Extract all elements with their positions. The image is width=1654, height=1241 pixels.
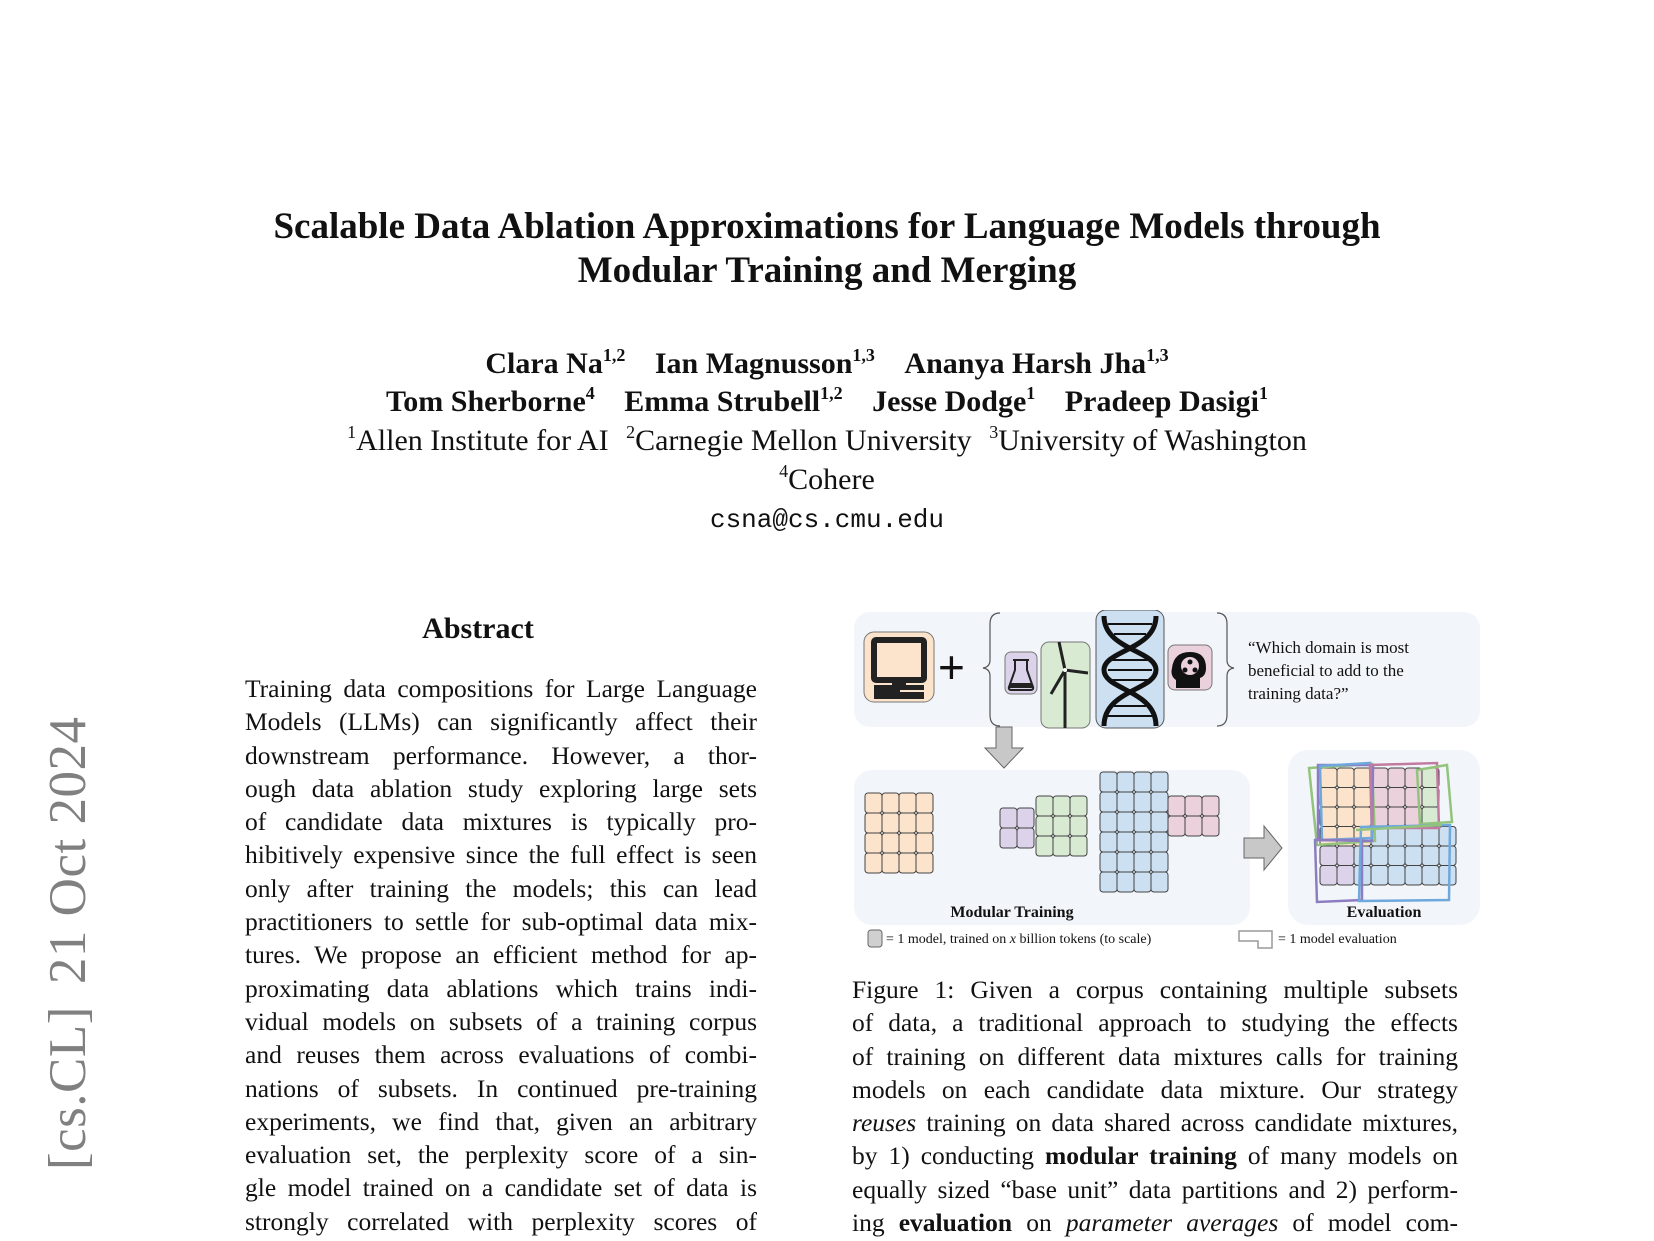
legend-model-unit	[868, 930, 1152, 947]
author: Ian Magnusson$^{1,3}$	[654, 345, 875, 380]
model-cell	[1185, 796, 1202, 816]
abstract-line: strongly correlated with perplexity scores of	[245, 1206, 757, 1236]
model-cell	[1371, 846, 1388, 866]
model-cell	[1134, 852, 1151, 872]
model-unit-icon	[868, 930, 882, 947]
abstract-line: Training data compositions for Large Language	[245, 674, 757, 703]
model-cell	[1405, 768, 1422, 788]
model-cell	[1117, 792, 1134, 812]
model-cell	[865, 793, 882, 813]
affiliation-line-1	[0, 421, 1654, 460]
model-cell	[916, 833, 933, 853]
abstract-line: hibitively expensive since the full effect is seen	[245, 840, 757, 870]
figure-1-caption	[852, 973, 1458, 1239]
model-cell	[1320, 768, 1337, 788]
model-cell	[1422, 866, 1439, 886]
flask-icon	[1005, 652, 1037, 694]
model-cell	[1354, 788, 1371, 808]
model-cell	[1070, 796, 1087, 816]
abstract-line: experiments, we find that, given an arbitrary	[245, 1106, 757, 1136]
caption-line: equally sized “base unit” data partitions and 2) perform-	[852, 1174, 1458, 1204]
caption-line: ing evaluation on parameter averages of model com-	[852, 1208, 1459, 1238]
legend-evaluation-unit	[1239, 931, 1397, 948]
model-cell	[1117, 872, 1134, 892]
caption-line: of training on different data mixtures calls for training	[852, 1041, 1458, 1071]
model-cell	[1320, 788, 1337, 808]
model-cell	[1053, 816, 1070, 836]
model-cell	[899, 793, 916, 813]
abstract-line: downstream performance. However, a thor-	[245, 740, 757, 770]
model-cell	[1337, 788, 1354, 808]
evaluation-label: Evaluation	[1346, 904, 1422, 921]
computer-icon	[864, 632, 934, 702]
model-cell	[882, 813, 899, 833]
author: Jesse Dodge$^1$	[872, 383, 1036, 418]
model-cell	[1017, 808, 1034, 828]
model-cell	[1439, 846, 1456, 866]
model-cell	[882, 833, 899, 853]
model-cell	[1371, 866, 1388, 886]
model-cell	[865, 853, 882, 873]
abstract-line: only after training the models; this can lead	[245, 873, 757, 903]
caption-line: reuses training on data shared across candidate mixtures,	[852, 1108, 1458, 1138]
caption-line: of data, a traditional approach to studying the effects	[852, 1008, 1458, 1038]
model-cell	[1185, 816, 1202, 836]
abstract-line: evaluation set, the perplexity score of a sin-	[245, 1140, 757, 1170]
paper-title	[0, 205, 1654, 293]
abstract-line: nations of subsets. In continued pre-training	[245, 1073, 757, 1103]
model-cell	[1354, 768, 1371, 788]
model-cell	[899, 833, 916, 853]
model-cell	[1134, 872, 1151, 892]
model-cell	[1320, 866, 1337, 886]
model-cell	[1320, 846, 1337, 866]
author-line-1	[0, 345, 1654, 383]
model-cell	[1388, 788, 1405, 808]
author: Tom Sherborne$^4$	[386, 383, 595, 418]
modular-training-label: Modular Training	[950, 904, 1074, 921]
arxiv-category: [cs.CL]	[39, 1006, 97, 1170]
abstract-line: ough data ablation study exploring large sets	[245, 773, 757, 803]
model-cell	[1405, 866, 1422, 886]
author: Clara Na$^{1,2}$	[485, 345, 626, 380]
svg-text:= 1 model evaluation: = 1 model evaluation	[1278, 932, 1397, 947]
model-cell	[1134, 792, 1151, 812]
affiliation: $^3$University of Washington	[989, 422, 1307, 457]
arxiv-date: 21 Oct 2024	[39, 716, 97, 985]
model-cell	[1053, 796, 1070, 816]
abstract-body	[245, 672, 757, 1238]
model-cell	[1117, 832, 1134, 852]
model-cell	[1070, 836, 1087, 856]
model-cell	[1100, 852, 1117, 872]
model-cell	[1388, 846, 1405, 866]
model-cell	[916, 813, 933, 833]
evaluation-unit-icon	[1239, 931, 1272, 948]
author-block	[0, 345, 1654, 539]
figure-1	[852, 610, 1482, 950]
model-cell	[1100, 772, 1117, 792]
model-cell	[1337, 846, 1354, 866]
model-cell	[1337, 768, 1354, 788]
model-cell	[1100, 792, 1117, 812]
contact-email[interactable]: csna@cs.cmu.edu	[709, 505, 945, 535]
model-cell	[1117, 812, 1134, 832]
model-cell	[1422, 788, 1439, 808]
wind-turbine-icon	[1041, 642, 1090, 728]
model-cell	[1053, 836, 1070, 856]
author: Pradeep Dasigi$^1$	[1064, 383, 1268, 418]
model-cell	[1036, 836, 1053, 856]
model-cell	[1151, 792, 1168, 812]
model-cell	[865, 833, 882, 853]
model-cell	[1134, 772, 1151, 792]
abstract-line: proximating data ablations which trains indi-	[245, 973, 757, 1003]
model-cell	[1337, 807, 1354, 827]
model-cell	[1405, 827, 1422, 847]
abstract-line: and reuses them across evaluations of combi-	[245, 1040, 757, 1070]
svg-text:= 1 model, trained on x billio: = 1 model, trained on x billion tokens (to scale)	[886, 932, 1152, 947]
abstract-line: Models (LLMs) can significantly affect their	[245, 707, 757, 737]
model-cell	[882, 793, 899, 813]
model-cell	[1168, 796, 1185, 816]
affiliation: $^4$Cohere	[779, 461, 875, 496]
model-cell	[1036, 796, 1053, 816]
caption-line: by 1) conducting modular training of many models on	[852, 1141, 1458, 1171]
model-cell	[1405, 846, 1422, 866]
model-cell	[899, 813, 916, 833]
abstract-line: tures. We propose an efficient method for ap-	[245, 940, 757, 970]
affiliation: $^1$Allen Institute for AI	[347, 422, 609, 457]
caption-line: models on each candidate data mixture. Our strategy	[852, 1074, 1458, 1104]
model-cell	[1000, 808, 1017, 828]
model-cell	[1422, 827, 1439, 847]
model-cell	[1100, 812, 1117, 832]
model-cell	[1388, 866, 1405, 886]
model-cell	[1168, 816, 1185, 836]
model-cell	[1100, 832, 1117, 852]
model-cell	[865, 813, 882, 833]
model-cell	[1388, 827, 1405, 847]
model-cell	[1151, 772, 1168, 792]
model-cell	[1151, 832, 1168, 852]
title-line-1: Scalable Data Ablation Approximations for Language Models through	[273, 206, 1381, 247]
title-line-2: Modular Training and Merging	[577, 250, 1077, 291]
model-cell	[1036, 816, 1053, 836]
model-cell	[916, 853, 933, 873]
model-cell	[916, 793, 933, 813]
model-cell	[1202, 796, 1219, 816]
model-cell	[1134, 832, 1151, 852]
model-cell	[899, 853, 916, 873]
figure-question: “Which domain is most beneficial to add to the training data?”	[1248, 638, 1410, 703]
abstract-line: practitioners to settle for sub-optimal data mix-	[245, 907, 757, 937]
model-cell	[1439, 866, 1456, 886]
model-cell	[1337, 866, 1354, 886]
model-cell	[1117, 772, 1134, 792]
down-arrow-icon	[985, 727, 1023, 768]
author: Ananya Harsh Jha$^{1,3}$	[904, 345, 1169, 380]
model-cell	[1388, 807, 1405, 827]
brain-head-icon	[1168, 645, 1212, 690]
plus-sign: +	[938, 641, 965, 693]
abstract-line: of candidate data mixtures is typically pro-	[245, 807, 757, 837]
model-cell	[1151, 872, 1168, 892]
model-cell	[1151, 812, 1168, 832]
affiliation: $^2$Carnegie Mellon University	[626, 422, 972, 457]
model-cell	[1388, 768, 1405, 788]
abstract-heading: Abstract	[422, 612, 534, 645]
arxiv-side-stamp	[38, 717, 98, 1170]
model-cell	[1100, 872, 1117, 892]
model-cell	[1354, 807, 1371, 827]
model-cell	[1000, 828, 1017, 848]
author-line-2	[0, 383, 1654, 421]
model-cell	[1017, 828, 1034, 848]
abstract-line: vidual models on subsets of a training corpus	[245, 1006, 757, 1036]
abstract-line: gle model trained on a candidate set of data is	[245, 1173, 757, 1203]
model-cell	[882, 853, 899, 873]
model-cell	[1202, 816, 1219, 836]
author: Emma Strubell$^{1,2}$	[624, 383, 843, 418]
model-cell	[1439, 827, 1456, 847]
model-cell	[1151, 852, 1168, 872]
model-cell	[1117, 852, 1134, 872]
model-cell	[1422, 846, 1439, 866]
dna-icon	[1096, 610, 1164, 728]
affiliation-line-2	[0, 460, 1654, 499]
caption-line: Figure 1: Given a corpus containing multiple subsets	[852, 975, 1458, 1004]
model-cell	[1070, 816, 1087, 836]
model-cell	[1134, 812, 1151, 832]
